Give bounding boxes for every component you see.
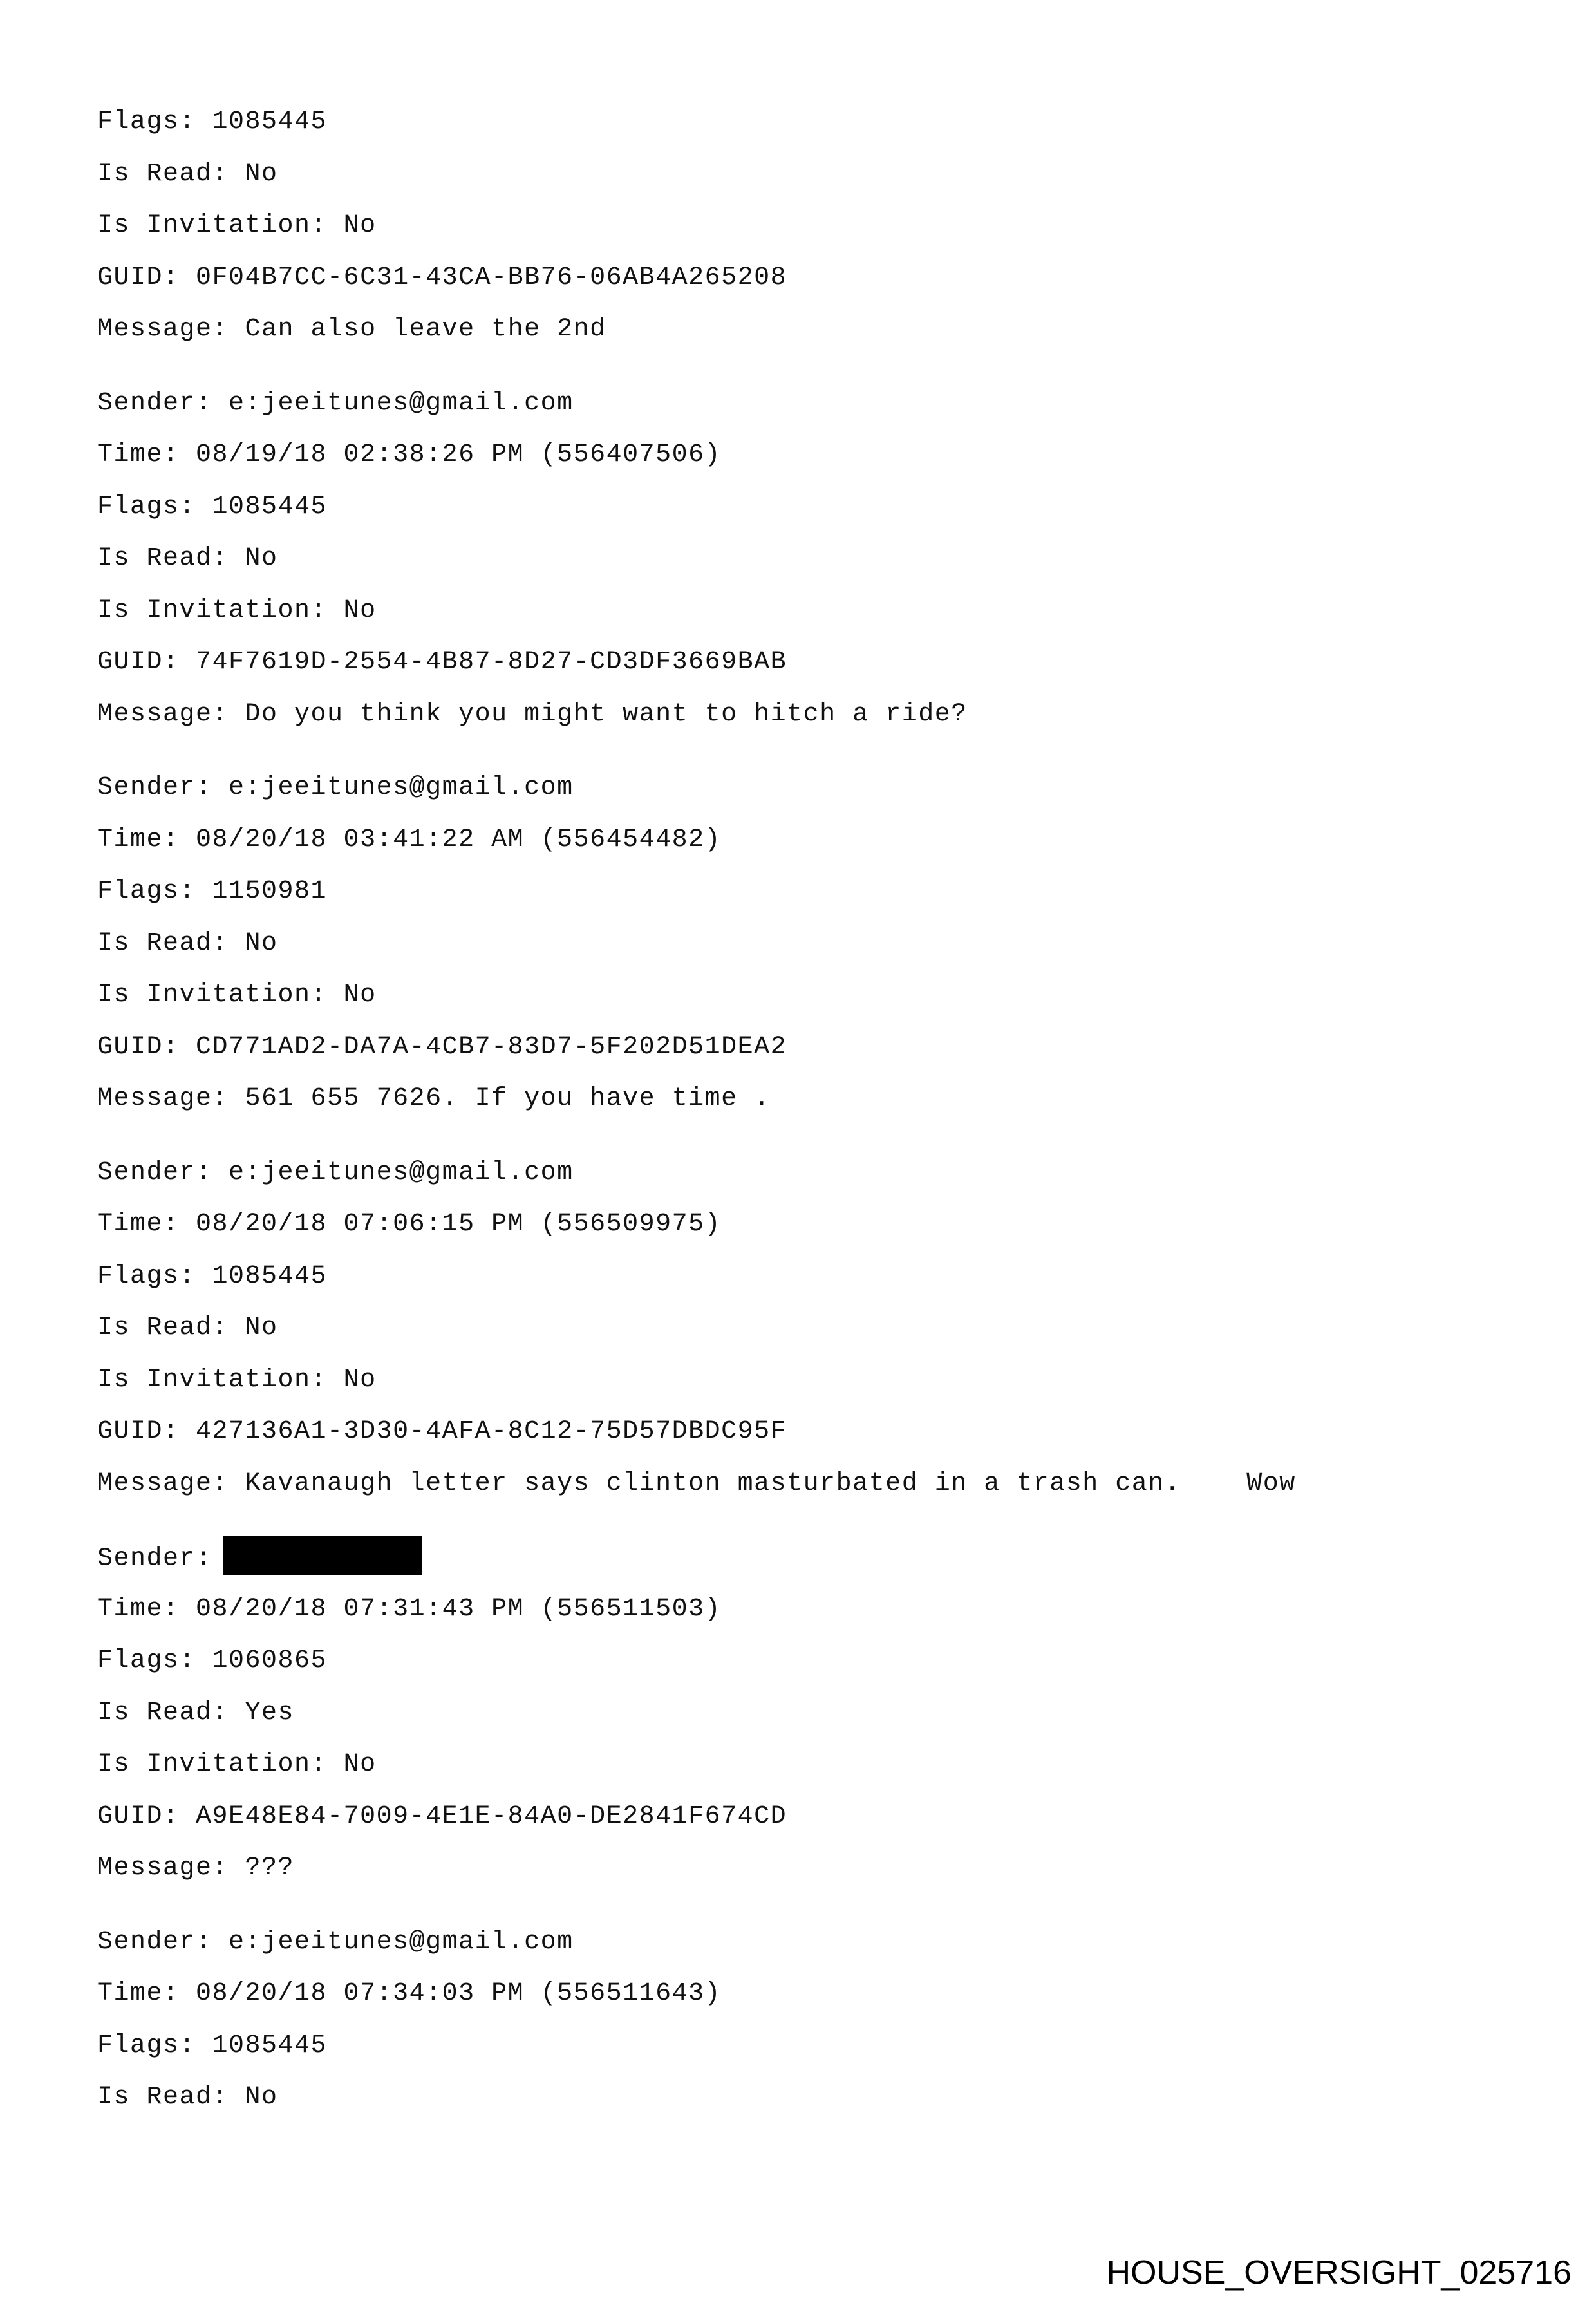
guid-field: GUID: 0F04B7CC-6C31-43CA-BB76-06AB4A265208	[97, 263, 787, 292]
time-field: Time: 08/20/18 03:41:22 AM (556454482)	[97, 825, 722, 854]
message-record	[97, 384, 1514, 747]
is-read-field: Is Read: Yes	[97, 1698, 295, 1727]
flags-field: Flags: 1085445	[97, 492, 328, 522]
is-read-field: Is Read: No	[97, 1313, 278, 1342]
message-record	[97, 103, 1514, 362]
guid-field: GUID: 427136A1-3D30-4AFA-8C12-75D57DBDC95F	[97, 1417, 787, 1446]
flags-field: Flags: 1060865	[97, 1646, 328, 1675]
message-record	[97, 1154, 1514, 1517]
is-invitation-field: Is Invitation: No	[97, 596, 377, 625]
bates-number: HOUSE_OVERSIGHT_025716	[1106, 2254, 1572, 2291]
message-field: Message: Can also leave the 2nd	[97, 315, 606, 344]
flags-field: Flags: 1085445	[97, 1261, 328, 1291]
is-read-field: Is Read: No	[97, 2083, 278, 2112]
guid-field: GUID: CD771AD2-DA7A-4CB7-83D7-5F202D51DEA2	[97, 1032, 787, 1062]
message-field: Message: 561 655 7626. If you have time .	[97, 1084, 771, 1113]
sender-field: Sender: e:jeeitunes@gmail.com	[97, 1158, 574, 1187]
is-read-field: Is Read: No	[97, 544, 278, 573]
is-invitation-field: Is Invitation: No	[97, 211, 377, 240]
sender-label: Sender:	[97, 1544, 212, 1574]
flags-field: Flags: 1085445	[97, 108, 328, 136]
message-log	[97, 103, 1514, 2130]
flags-field: Flags: 1150981	[97, 877, 328, 906]
time-field: Time: 08/20/18 07:34:03 PM (556511643)	[97, 1979, 722, 2008]
is-read-field: Is Read: No	[97, 159, 278, 189]
is-invitation-field: Is Invitation: No	[97, 981, 377, 1010]
time-field: Time: 08/19/18 02:38:26 PM (556407506)	[97, 440, 722, 469]
guid-field: GUID: A9E48E84-7009-4E1E-84A0-DE2841F674CD	[97, 1801, 787, 1831]
message-record	[97, 769, 1514, 1132]
sender-field: Sender: e:jeeitunes@gmail.com	[97, 388, 574, 418]
is-invitation-field: Is Invitation: No	[97, 1750, 377, 1779]
guid-field: GUID: 74F7619D-2554-4B87-8D27-CD3DF3669BAB	[97, 648, 787, 677]
time-field: Time: 08/20/18 07:06:15 PM (556509975)	[97, 1210, 722, 1239]
flags-field: Flags: 1085445	[97, 2031, 328, 2060]
message-field: Message: Kavanaugh letter says clinton masturbated in a trash can. Wow	[97, 1469, 1296, 1498]
sender-field	[97, 1538, 1514, 1590]
sender-field: Sender: e:jeeitunes@gmail.com	[97, 773, 574, 802]
is-invitation-field: Is Invitation: No	[97, 1365, 377, 1395]
sender-field: Sender: e:jeeitunes@gmail.com	[97, 1927, 574, 1957]
message-record	[97, 1538, 1514, 1901]
message-record	[97, 1923, 1514, 2130]
is-read-field: Is Read: No	[97, 928, 278, 958]
message-field: Message: ???	[97, 1854, 295, 1883]
time-field: Time: 08/20/18 07:31:43 PM (556511503)	[97, 1594, 722, 1624]
redaction-box	[223, 1536, 422, 1575]
message-field: Message: Do you think you might want to hitch a ride?	[97, 699, 968, 729]
